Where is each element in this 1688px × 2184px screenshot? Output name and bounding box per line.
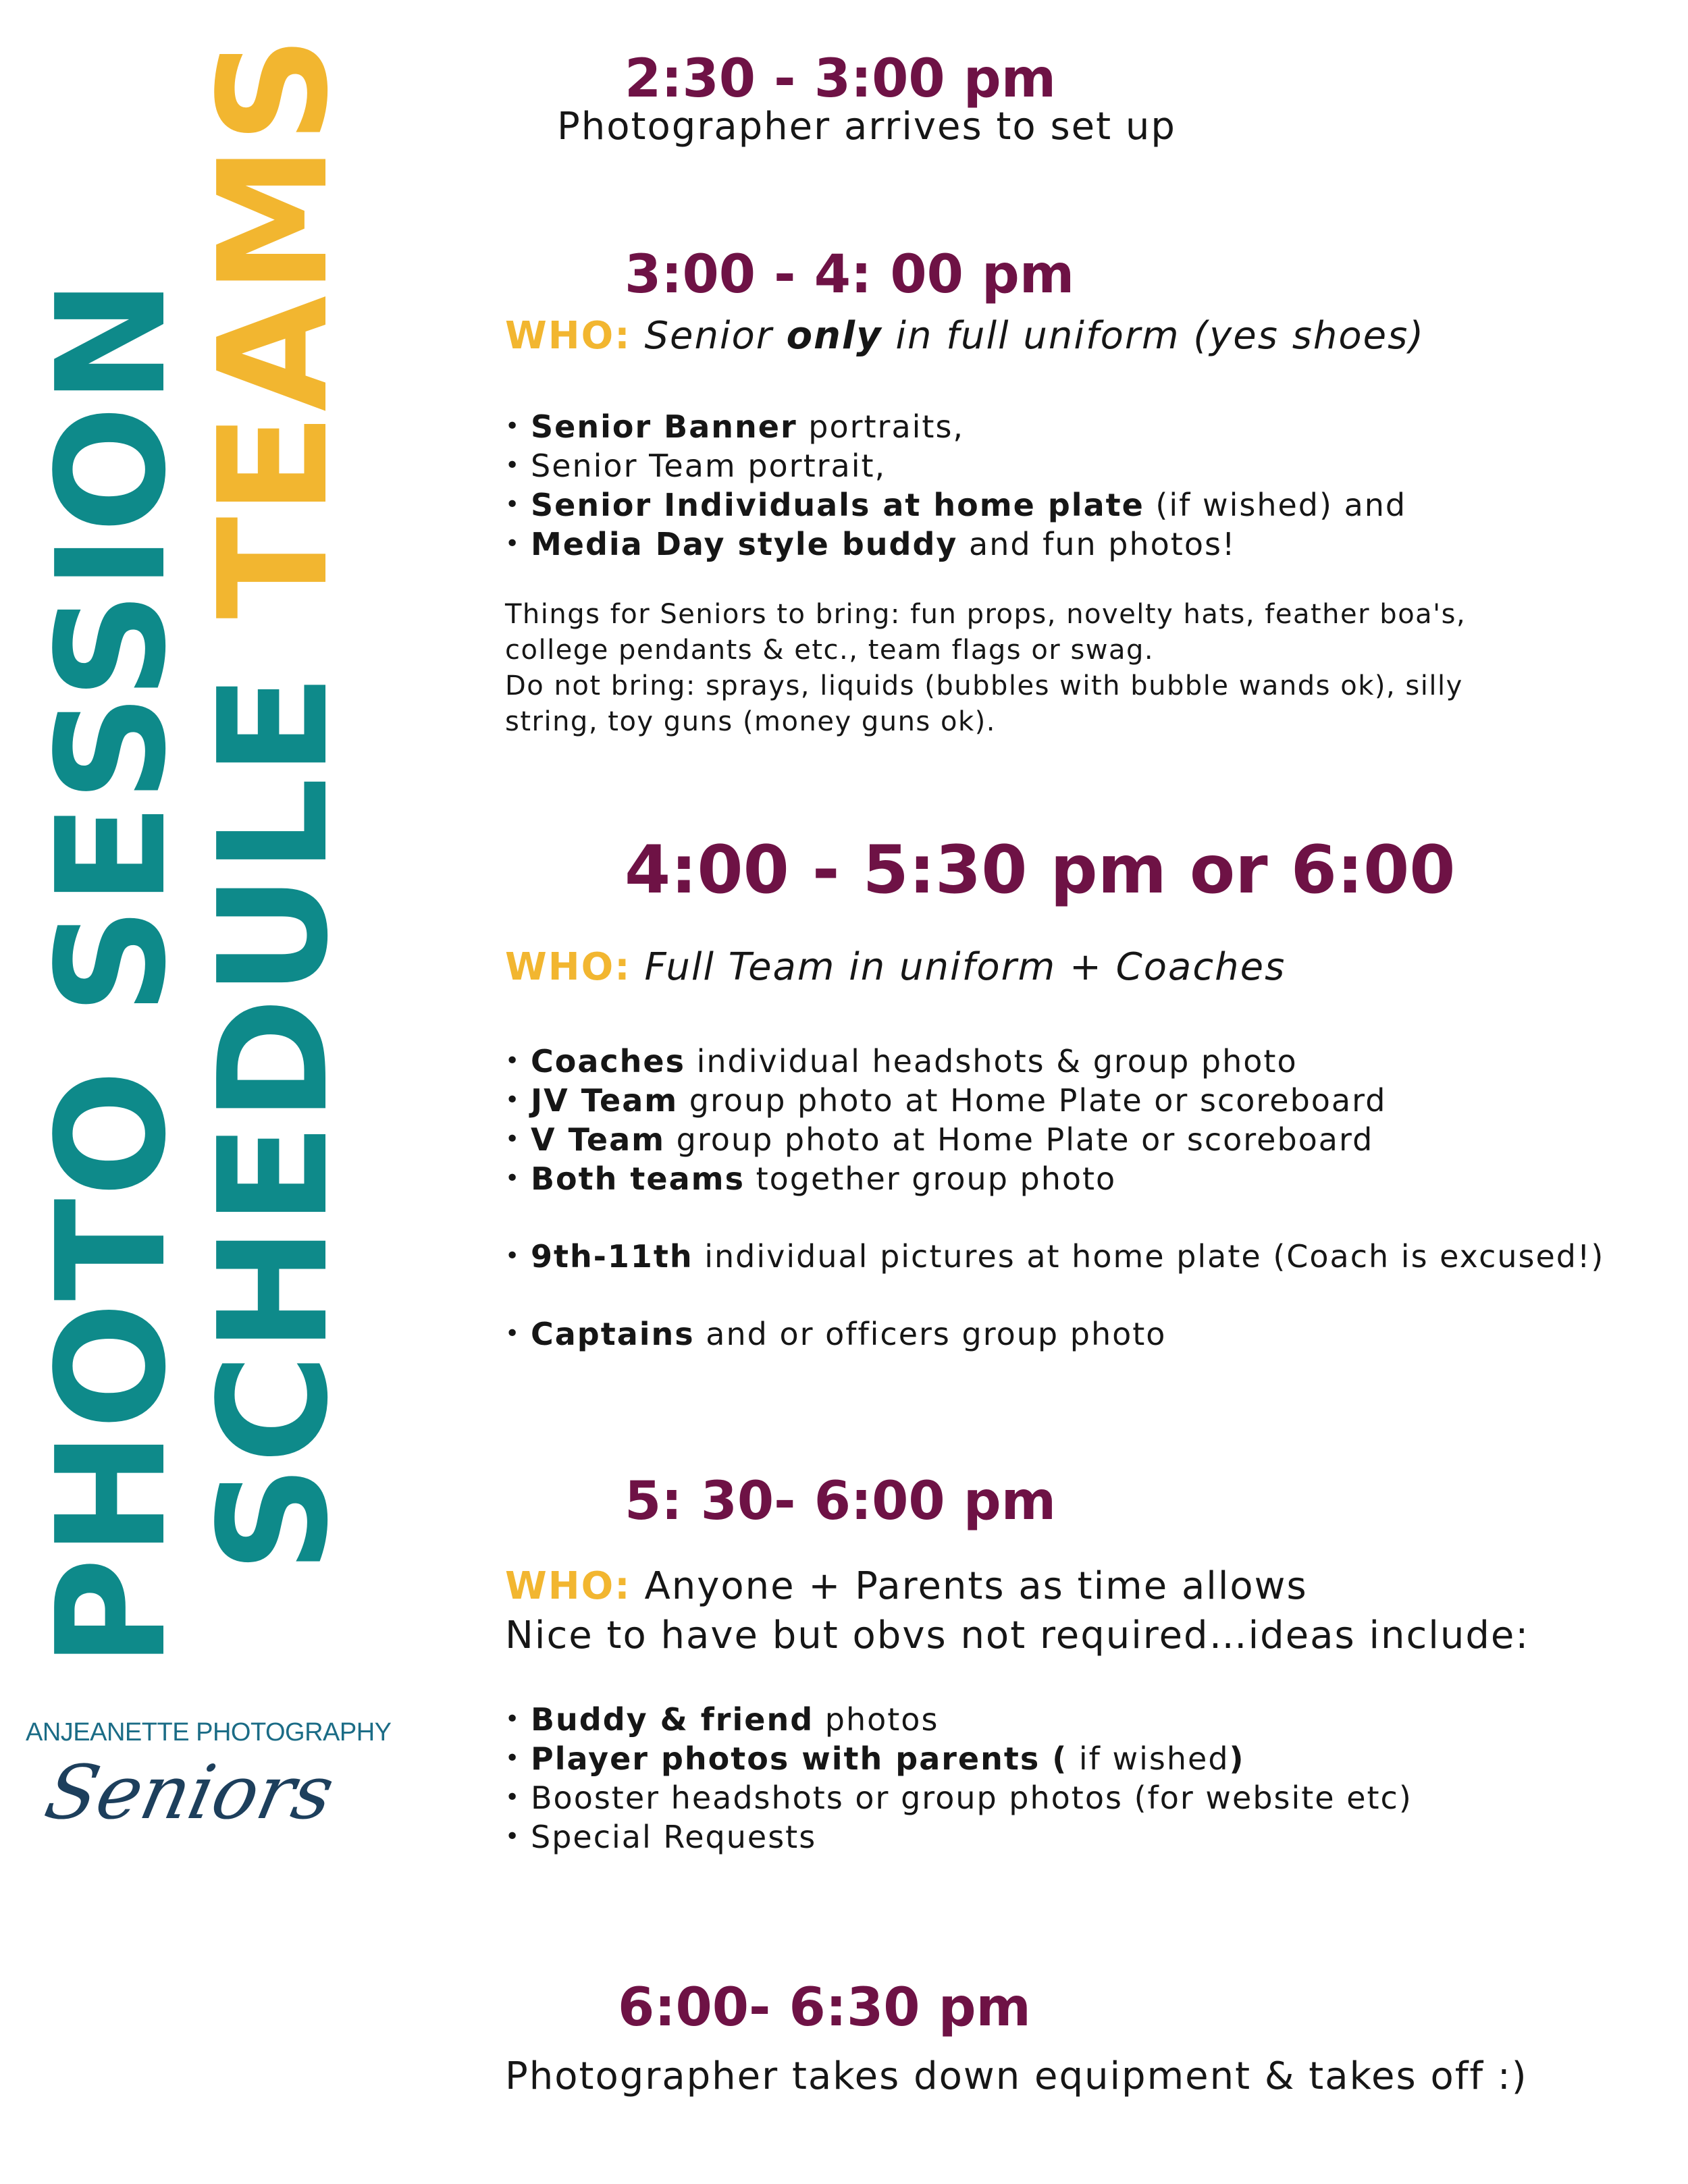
list-item: • Captains and or officers group photo [505,1314,1166,1354]
list-item: • Coaches individual headshots & group photo [505,1042,1386,1081]
slot-1-description: Photographer arrives to set up [557,105,1176,149]
note-line: Do not bring: sprays, liquids (bubbles with bubble wands ok), silly [505,670,1463,701]
slot-2-notes [505,597,1466,740]
note-line: string, toy guns (money guns ok). [505,706,996,737]
list-item: • Senior Individuals at home plate (if wished) and [505,485,1406,525]
logo-script: Seniors [38,1749,342,1836]
list-item: • JV Team group photo at Home Plate or scoreboard [505,1081,1386,1120]
slot-3-bullet-captains [505,1314,1166,1354]
slot-4-subtext: Nice to have but obvs not required…ideas include: [505,1614,1530,1657]
list-item: • V Team group photo at Home Plate or scoreboard [505,1120,1386,1159]
slot-3-bullet-9th [505,1237,1604,1276]
list-item: • Senior Team portrait, [505,446,1406,485]
who-label: WHO: [505,1564,631,1608]
who-label: WHO: [505,945,631,989]
slot-4-bullets [505,1700,1413,1857]
title-schedule: SCHEDULE [187,672,361,1573]
list-item: • Both teams together group photo [505,1159,1386,1198]
title-teams: TEAMS [187,34,361,619]
who-text-only: only [786,314,882,358]
slot-3-who [505,945,1286,989]
brand-logo [20,1718,392,1840]
list-item: • 9th-11th individual pictures at home plate (Coach is excused!) [505,1237,1604,1276]
slot-2-bullets [505,407,1406,564]
title-schedule-teams [187,34,361,1573]
title-photo-session: PHOTO SESSION [25,277,199,1668]
time-slot-3: 4:00 - 5:30 pm or 6:00 [625,832,1456,909]
note-line: Things for Seniors to bring: fun props, novelty hats, feather boa's, [505,599,1467,630]
time-slot-2: 3:00 - 4: 00 pm [625,244,1075,305]
who-text-c: in full uniform (yes shoes) [882,314,1425,358]
time-slot-5: 6:00- 6:30 pm [618,1977,1031,2038]
list-item: • Senior Banner portraits, [505,407,1406,446]
who-label: WHO: [505,314,631,358]
slot-2-who [505,314,1425,358]
slot-3-bullets [505,1042,1386,1198]
logo-company-name: ANJEANETTE PHOTOGRAPHY [26,1718,392,1747]
slot-4-who [505,1564,1308,1608]
list-item: • Booster headshots or group photos (for website etc) [505,1778,1413,1817]
note-line: college pendants & etc., team flags or swag. [505,635,1155,666]
slot-5-description: Photographer takes down equipment & takes off :) [505,2054,1528,2098]
list-item: • Player photos with parents ( if wished) [505,1739,1413,1778]
who-text-a: Senior [631,314,787,358]
list-item: • Special Requests [505,1817,1413,1857]
time-slot-1: 2:30 - 3:00 pm [625,49,1056,109]
who-text: Full Team in uniform + Coaches [631,945,1286,989]
list-item: • Buddy & friend photos [505,1700,1413,1739]
time-slot-4: 5: 30- 6:00 pm [625,1471,1056,1532]
who-text: Anyone + Parents as time allows [631,1564,1308,1608]
list-item: • Media Day style buddy and fun photos! [505,525,1406,564]
